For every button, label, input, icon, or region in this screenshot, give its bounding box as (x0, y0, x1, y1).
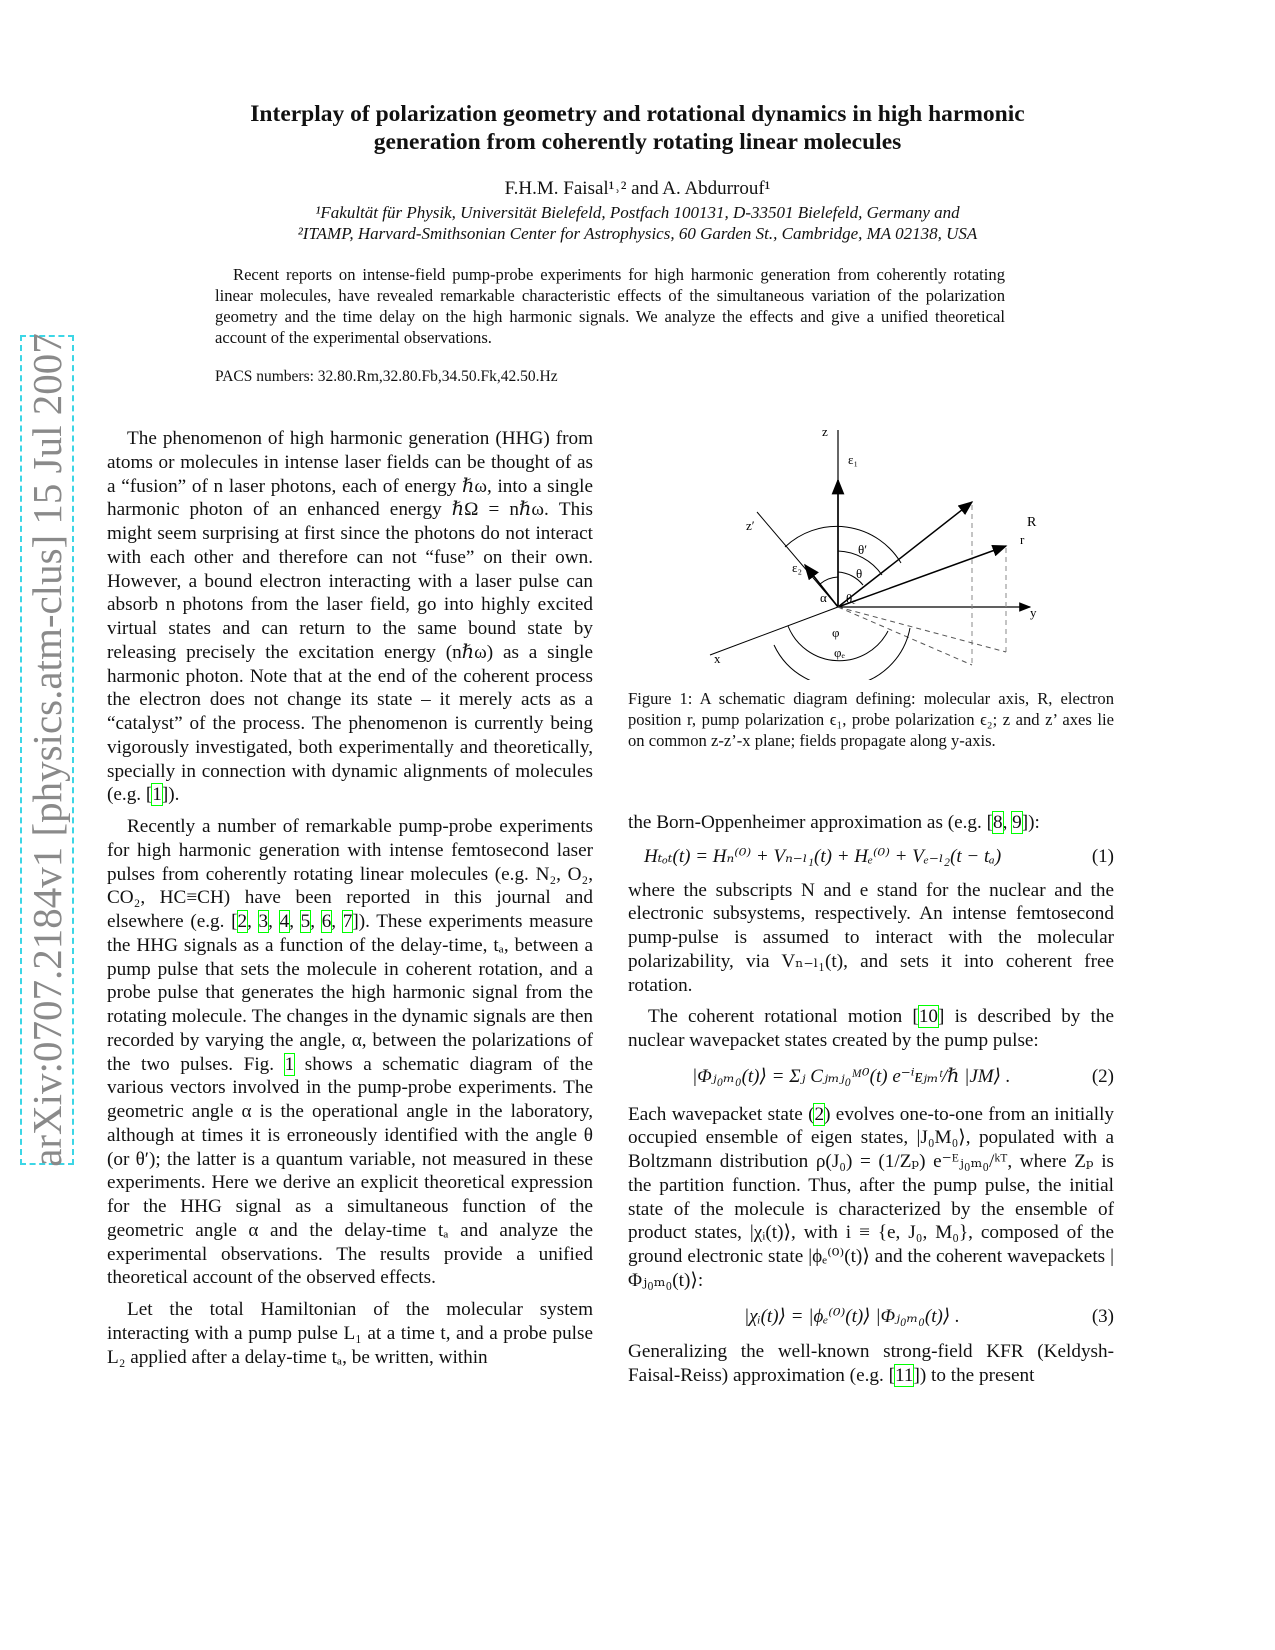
equation-2-number: (2) (1091, 1065, 1114, 1087)
paragraph (107, 1298, 593, 1369)
text-run: Let the total Hamiltonian of the molecular system interacting with a pump pulse L₁ at a time t, and a probe pulse L₂ applied after a delay-time tₐ, be written, within (107, 1299, 593, 1368)
text-run: ]) to the present (913, 1365, 1035, 1386)
citation-link[interactable]: 8 (992, 812, 1003, 833)
text-run: , (268, 911, 280, 932)
text-run: , (310, 911, 322, 932)
text-run: Generalizing the well-known strong-field KFR (Keldysh-Faisal-Reiss) approximation (e.g. [ (628, 1341, 1114, 1386)
authors: F.H.M. Faisal¹˒² and A. Abdurrouf¹ (504, 178, 771, 199)
citation-link[interactable]: 5 (300, 911, 311, 932)
paragraph (628, 1340, 1114, 1388)
citation-link[interactable]: 10 (918, 1006, 939, 1028)
citation-link[interactable]: 6 (321, 911, 332, 932)
equation-3-number: (3) (1091, 1305, 1114, 1327)
citation-link[interactable]: 1 (152, 784, 162, 806)
text-run: ) evolves one-to-one from an initially occupied ensemble of eigen states, |J₀M₀⟩, populated with a Boltzmann distribution ρ(J₀) = (1/Zₚ) e⁻ᴱⱼ₀ₘ₀/ᵏᵀ, where Zₚ is the partition function. Thus, after the pump pulse, the initial state of the molecule is characterized by the ensemble of product states, |χᵢ(t)⟩, with i ≡ {e, J₀, M₀}, composed of the ground electronic state |ϕₑ⁽⁰⁾(t)⟩ and the coherent wavepackets |Φⱼ₀ₘ₀(t)⟩: (628, 1103, 1114, 1291)
text-run: , (331, 911, 343, 932)
equation-2-body: |Φⱼ₀ₘ₀(t)⟩ = Σⱼ Cⱼₘⱼ₀ᴹ⁰(t) e⁻ⁱᴇⱼₘᵗ/ℏ |JM⟩ . (692, 1065, 1011, 1087)
paragraph (107, 815, 593, 1290)
label-alpha: α (820, 590, 827, 605)
equation-3 (744, 1305, 1114, 1329)
equation-1 (644, 845, 1114, 869)
label-zprime: z′ (746, 518, 755, 533)
equation-2 (692, 1065, 1114, 1089)
pacs-numbers: PACS numbers: 32.80.Rm,32.80.Fb,34.50.Fk,42.50.Hz (215, 368, 558, 385)
text-run: the Born-Oppenheimer approximation as (e.g. [ (628, 812, 993, 833)
paragraph (107, 427, 593, 807)
citation-link[interactable]: 2 (237, 911, 248, 932)
paper-title (140, 100, 1135, 156)
label-r: r (1020, 532, 1025, 547)
paragraph (628, 879, 1114, 998)
title-line-2: generation from coherently rotating linear molecules (373, 129, 902, 155)
paragraph (628, 1103, 1114, 1293)
text-run: Each wavepacket state ( (628, 1103, 815, 1125)
label-phi: φ (832, 625, 840, 640)
label-z: z (822, 424, 828, 439)
text-run: where the subscripts N and e stand for the nuclear and the electronic subsystems, respectively. An intense femtosecond pump-pulse is assumed to interact with the molecular polarizability, via Vₙ₋ₗ₁(t), and sets it into coherent free rotation. (628, 879, 1114, 996)
text-run: , (289, 911, 301, 932)
title-line-1: Interplay of polarization geometry and rotational dynamics in high harmonic (250, 101, 1025, 127)
citation-link[interactable]: 1 (284, 1053, 295, 1075)
text-run: ]). These experiments measure the HHG signals as a function of the delay-time, tₐ, between a pump pulse that sets the molecule in coherent rotation, and a probe pulse that generates the high harmonic signal from the rotating molecule. The changes in the dynamic signals are then recorded by varying the angle, α, between the polarizations of the two pulses. Fig. (107, 911, 594, 1075)
right-column (628, 811, 1114, 1388)
text-run: , (1002, 812, 1013, 833)
arxiv-id: arXiv:0707.2184v1 [physics.atm-clus] 15 Jul 2007 (24, 333, 70, 1167)
citation-link[interactable]: 4 (279, 911, 290, 932)
affiliation-1: ¹Fakultät für Physik, Universität Bielefeld, Postfach 100131, D-33501 Bielefeld, Germany and (315, 203, 960, 222)
affiliation-2: ²ITAMP, Harvard-Smithsonian Center for Astrophysics, 60 Garden St., Cambridge, MA 02138, USA (297, 224, 978, 243)
figure-1-diagram (690, 420, 1050, 680)
label-theta-prime: θ′ (858, 542, 868, 557)
citation-link[interactable]: 2 (814, 1103, 825, 1125)
abstract: Recent reports on intense-field pump-probe experiments for high harmonic generation from coherently rotating linear molecules, have revealed remarkable characteristic effects of the simultaneous variation of the polarization geometry and the time delay on the high harmonic signals. We analyze the effects and give a unified theoretical account of the experimental observations. (215, 265, 1005, 347)
equation-3-body: |χᵢ(t)⟩ = |ϕₑ⁽⁰⁾(t)⟩ |Φⱼ₀ₘ₀(t)⟩ . (744, 1305, 960, 1327)
figure-caption: Figure 1: A schematic diagram defining: molecular axis, R, electron position r, pump polarization ϵ₁, probe polarization ϵ₂; z and z’ axes lie on common z-z’-x plane; fields propagate along y-axis. (628, 689, 1114, 750)
text-run: The phenomenon of high harmonic generation (HHG) from atoms or molecules in intense laser fields can be thought of as a “fusion” of n laser photons, each of energy ℏω, into a single harmonic photon of an enhanced energy ℏΩ = nℏω. This might seem surprising at first since the photons do not interact with each other and therefore can not “fuse” on their own. However, a bound electron interacting with a laser pulse can absorb n photons from the laser field, go into highly excited virtual states and can return to the same bound state by releasing precisely the excitation energy (nℏω) as a single harmonic photon. Note that at the end of the coherent process the electron does not change its state – it merely acts as a “catalyst” of the process. The phenomenon is currently being vigorously investigated, both experimentally and theoretically, specially in connection with dynamic alignments of molecules (e.g. [ (107, 428, 593, 806)
label-theta: θ (856, 566, 863, 581)
equation-1-body: Hₜₒₜ(t) = Hₙ⁽⁰⁾ + Vₙ₋ₗ₁(t) + Hₑ⁽⁰⁾ + Vₑ₋ₗ₂(t − tₐ) (644, 845, 1002, 867)
left-column (107, 427, 593, 1369)
text-run: The coherent rotational motion [ (648, 1006, 919, 1028)
citation-link[interactable]: 11 (894, 1365, 914, 1386)
equation-1-number: (1) (1091, 845, 1114, 867)
text-run: Recently a number of remarkable pump-probe experiments for high harmonic generation with intense femtosecond laser pulses from coherently rotating linear molecules (e.g. N₂, O₂, CO₂, HC≡CH) have been reported in this journal and elsewhere (e.g. [ (107, 816, 593, 932)
text-run: ]): (1021, 812, 1040, 833)
citation-link[interactable]: 7 (342, 911, 353, 932)
label-phi-e: φₑ (834, 645, 845, 660)
label-eps1: ε₁ (848, 452, 858, 467)
citation-link[interactable]: 3 (258, 911, 269, 932)
label-theta-e: θₑ (846, 591, 856, 606)
paragraph (628, 1005, 1114, 1053)
label-y: y (1030, 605, 1037, 620)
text-run: ]). (161, 784, 180, 806)
text-run: ] is described by the nuclear wavepacket states created by the pump pulse: (628, 1006, 1114, 1051)
citation-link[interactable]: 9 (1012, 812, 1022, 833)
text-run: , (247, 911, 259, 932)
arxiv-identifier-stamp[interactable] (20, 335, 74, 1165)
label-R: R (1027, 515, 1037, 530)
x-axis (710, 607, 838, 655)
label-x: x (714, 651, 721, 666)
text-run: shows a schematic diagram of the various vectors involved in the pump-probe experiments. The geometric angle α is the operational angle in the laboratory, although at times it is erroneously identified with the angle θ (or θ′); the latter is a quantum variable, not measured in these experiments. Here we derive an explicit theoretical expression for the HHG signal as a simultaneous function of the geometric angle α and the delay-time tₐ and analyze the experimental observations. The results provide a unified theoretical account of the observed effects. (107, 1053, 593, 1289)
label-eps2: ε₂ (792, 560, 802, 575)
paragraph (628, 811, 1114, 835)
